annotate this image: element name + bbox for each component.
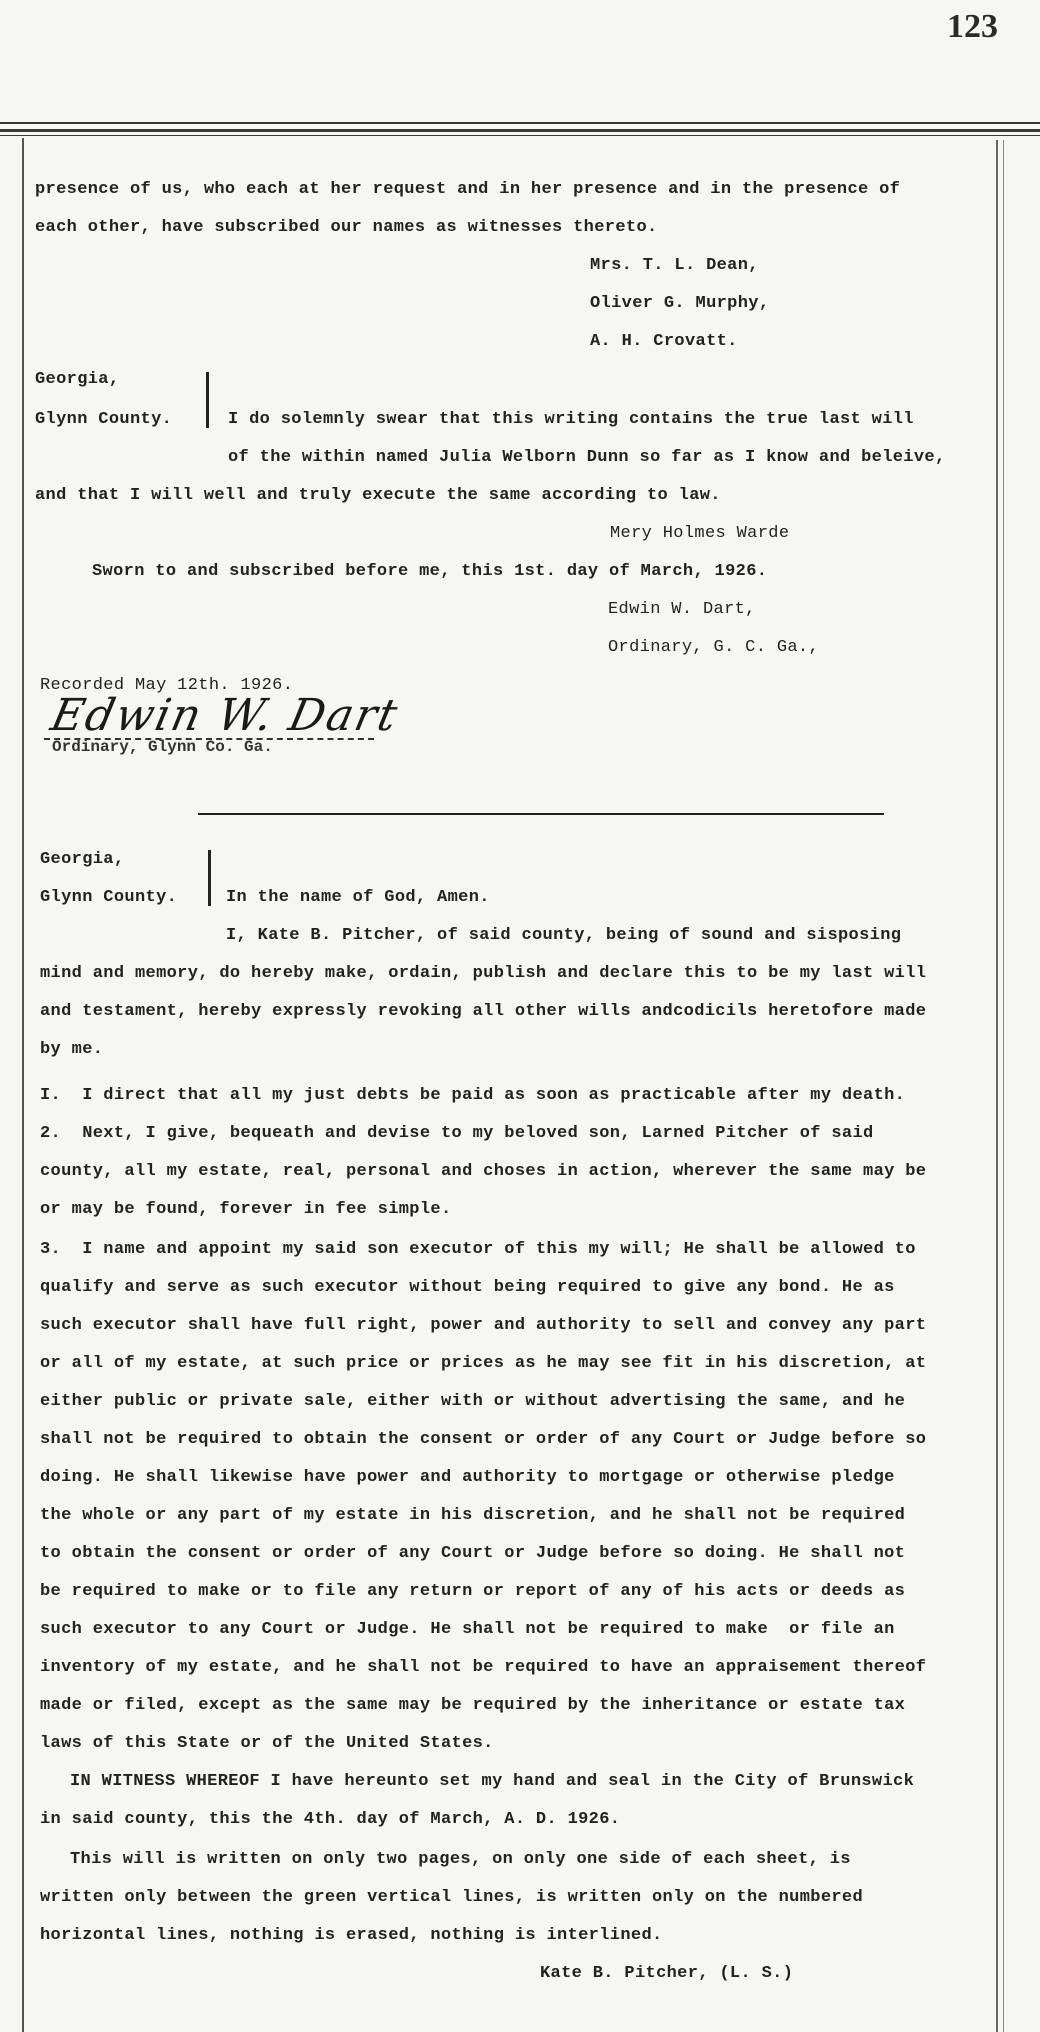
will-line: to obtain the consent or order of any Court or Judge before so doing. He shall not bbox=[40, 1544, 906, 1563]
will-line: horizontal lines, nothing is erased, nothing is interlined. bbox=[40, 1926, 663, 1945]
witness-name: A. H. Crovatt. bbox=[590, 332, 738, 351]
witness-name: Mrs. T. L. Dean, bbox=[590, 256, 759, 275]
venue-state: Georgia, bbox=[35, 370, 120, 389]
attestation-line: each other, have subscribed our names as witnesses thereto. bbox=[35, 218, 658, 237]
signature-title: Ordinary, Glynn Co. Ga. bbox=[52, 738, 273, 756]
will-line: by me. bbox=[40, 1040, 104, 1059]
venue-county: Glynn County. bbox=[40, 888, 178, 907]
will-item: 2. Next, I give, bequeath and devise to my beloved son, Larned Pitcher of said bbox=[40, 1124, 874, 1143]
will-line: made or filed, except as the same may be required by the inheritance or estate tax bbox=[40, 1696, 906, 1715]
venue-county: Glynn County. bbox=[35, 410, 173, 429]
will-line: in said county, this the 4th. day of March, A. D. 1926. bbox=[40, 1810, 621, 1829]
page-number: 123 bbox=[947, 8, 998, 45]
attestation-line: presence of us, who each at her request and in her presence and in the presence of bbox=[35, 180, 901, 199]
will-line: qualify and serve as such executor without being required to give any bond. He as bbox=[40, 1278, 895, 1297]
will-line: inventory of my estate, and he shall not be required to have an appraisement thereof bbox=[40, 1658, 927, 1677]
oath-line: I do solemnly swear that this writing contains the true last will bbox=[228, 410, 914, 429]
section-separator bbox=[198, 813, 884, 815]
will-line: shall not be required to obtain the consent or order of any Court or Judge before so bbox=[40, 1430, 927, 1449]
executor-signature: Mery Holmes Warde bbox=[610, 524, 790, 543]
will-line: This will is written on only two pages, on only one side of each sheet, is bbox=[70, 1850, 851, 1869]
will-line: either public or private sale, either with or without advertising the same, and he bbox=[40, 1392, 906, 1411]
header-rule bbox=[0, 135, 1040, 136]
left-margin-line bbox=[22, 138, 24, 2032]
will-line: doing. He shall likewise have power and authority to mortgage or otherwise pledge bbox=[40, 1468, 895, 1487]
will-line: and testament, hereby expressly revoking all other wills andcodicils heretofore made bbox=[40, 1002, 927, 1021]
ordinary-title: Ordinary, G. C. Ga., bbox=[608, 638, 820, 657]
header-rule bbox=[0, 129, 1040, 132]
will-line: laws of this State or of the United States. bbox=[40, 1734, 494, 1753]
right-margin-line bbox=[1003, 140, 1004, 2032]
handwritten-signature: Edwin W. Dart bbox=[46, 690, 404, 741]
will-line: be required to make or to file any return or report of any of his acts or deeds as bbox=[40, 1582, 906, 1601]
venue-state: Georgia, bbox=[40, 850, 125, 869]
will-line: mind and memory, do hereby make, ordain, publish and declare this to be my last will bbox=[40, 964, 927, 983]
witness-clause: IN WITNESS WHEREOF I have hereunto set my hand and seal in the City of Brunswick bbox=[70, 1772, 915, 1791]
ordinary-name: Edwin W. Dart, bbox=[608, 600, 756, 619]
will-line: written only between the green vertical lines, is written only on the numbered bbox=[40, 1888, 864, 1907]
will-item: 3. I name and appoint my said son executor of this my will; He shall be allowed to bbox=[40, 1240, 916, 1259]
will-line: such executor shall have full right, power and authority to sell and convey any part bbox=[40, 1316, 927, 1335]
witness-name: Oliver G. Murphy, bbox=[590, 294, 770, 313]
right-margin-line bbox=[996, 140, 998, 2032]
header-rule bbox=[0, 122, 1040, 124]
recorded-date: Recorded May 12th. 1926. bbox=[40, 676, 294, 695]
will-line: or all of my estate, at such price or prices as he may see fit in his discretion, at bbox=[40, 1354, 927, 1373]
will-line: I, Kate B. Pitcher, of said county, being of sound and sisposing bbox=[226, 926, 902, 945]
oath-line: of the within named Julia Welborn Dunn so far as I know and beleive, bbox=[228, 448, 946, 467]
will-invocation: In the name of God, Amen. bbox=[226, 888, 490, 907]
will-line: or may be found, forever in fee simple. bbox=[40, 1200, 452, 1219]
will-line: the whole or any part of my estate in his discretion, and he shall not be required bbox=[40, 1506, 906, 1525]
sworn-statement: Sworn to and subscribed before me, this 1st. day of March, 1926. bbox=[92, 562, 768, 581]
will-item: I. I direct that all my just debts be paid as soon as practicable after my death. bbox=[40, 1086, 906, 1105]
oath-line: and that I will well and truly execute the same according to law. bbox=[35, 486, 721, 505]
testator-signature: Kate B. Pitcher, (L. S.) bbox=[540, 1964, 794, 1983]
venue-bracket bbox=[208, 850, 211, 906]
venue-bracket bbox=[206, 372, 209, 428]
will-line: county, all my estate, real, personal and choses in action, wherever the same may be bbox=[40, 1162, 927, 1181]
will-line: such executor to any Court or Judge. He shall not be required to make or file an bbox=[40, 1620, 895, 1639]
